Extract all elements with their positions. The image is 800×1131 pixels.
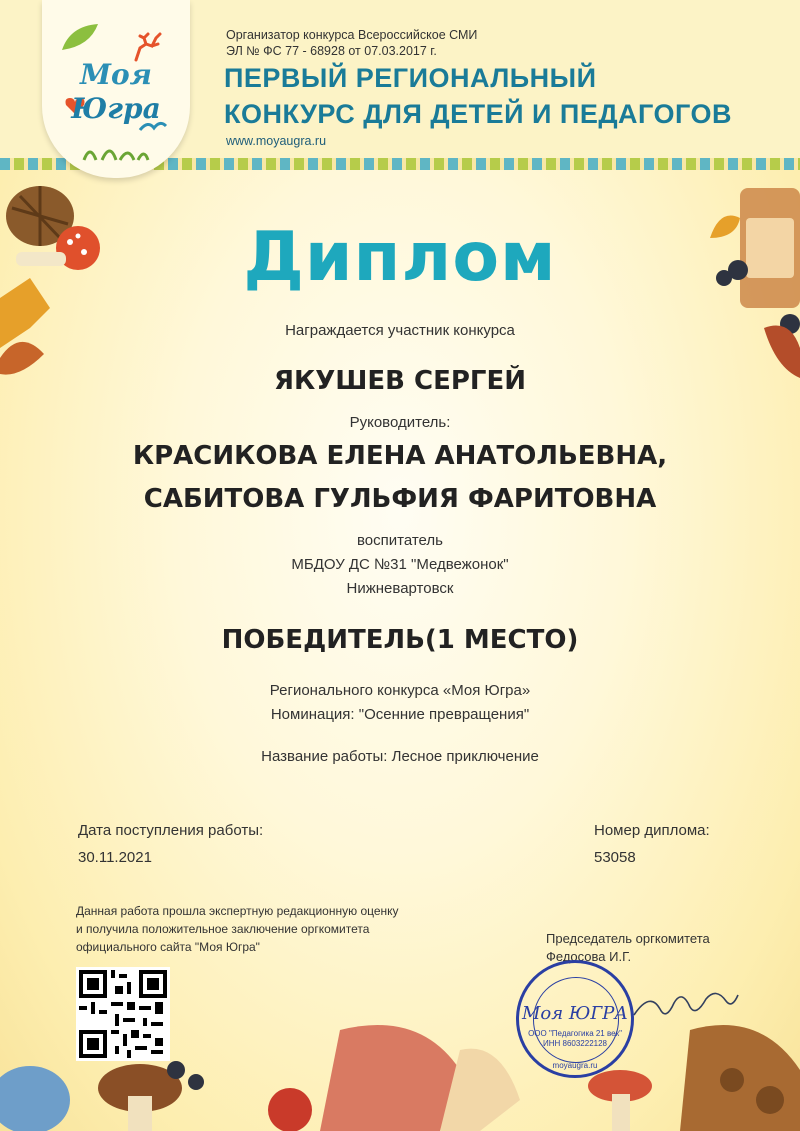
organizer-text: Организатор конкурса Всероссийское СМИ: [226, 28, 478, 42]
note-line2: и получила положительное заключение оргкомитета: [76, 922, 370, 936]
leaf-icon: [60, 22, 100, 52]
diploma-number-label: Номер диплома:: [594, 822, 710, 839]
website-link[interactable]: www.moyaugra.ru: [226, 134, 327, 148]
note-line3: официального сайта "Моя Югра": [76, 940, 260, 954]
stamp-site-text: moyaugra.ru: [552, 1061, 598, 1070]
organizer-info: [226, 27, 477, 59]
grass-icon: [80, 138, 152, 162]
logo-text-line1: Моя: [80, 58, 152, 91]
awarded-text: Награждается участник конкурса: [285, 322, 515, 339]
received-date: 30.11.2021: [78, 849, 152, 866]
received-label: Дата поступления работы:: [78, 822, 264, 839]
license-text: ЭЛ № ФС 77 - 68928 от 07.03.2017 г.: [226, 44, 437, 58]
diploma-number: 53058: [594, 849, 636, 866]
signature: [630, 985, 740, 1025]
chairman-label: Председатель оргкомитета: [546, 931, 710, 946]
stamp-main-text: Моя ЮГРА: [521, 1003, 629, 1024]
headline-line2: КОНКУРС ДЛЯ ДЕТЕЙ И ПЕДАГОГОВ: [224, 99, 732, 129]
supervisor-name-1: КРАСИКОВА ЕЛЕНА АНАТОЛЬЕВНА,: [132, 441, 668, 471]
expert-note: [76, 902, 399, 956]
city-text: Нижневартовск: [346, 580, 454, 597]
result-text: ПОБЕДИТЕЛЬ(1 МЕСТО): [221, 625, 579, 655]
participant-name: ЯКУШЕВ СЕРГЕЙ: [273, 366, 527, 396]
note-line1: Данная работа прошла экспертную редакционную оценку: [76, 904, 399, 918]
logo-text-line2: Югра: [71, 92, 161, 125]
headline-line1: ПЕРВЫЙ РЕГИОНАЛЬНЫЙ: [224, 63, 597, 93]
qr-icon: [79, 970, 167, 1058]
diploma-title: Диплом: [243, 218, 557, 297]
position-text: воспитатель: [357, 532, 443, 549]
supervisor-label: Руководитель:: [349, 414, 451, 431]
contest-headline: [224, 60, 732, 132]
supervisor-name-2: САБИТОВА ГУЛЬФИЯ ФАРИТОВНА: [143, 484, 657, 514]
stamp-org-text: ООО "Педагогика 21 век": [528, 1029, 622, 1038]
official-stamp: [516, 960, 634, 1078]
chairman-name: Федосова И.Г.: [546, 949, 632, 964]
institution-text: МБДОУ ДС №31 "Медвежонок": [291, 556, 509, 573]
logo: [42, 0, 190, 178]
stamp-inn-text: ИНН 8603222128: [542, 1039, 608, 1048]
nomination-text: Номинация: "Осенние превращения": [270, 706, 530, 723]
contest-text: Регионального конкурса «Моя Югра»: [269, 682, 531, 699]
work-title-text: Название работы: Лесное приключение: [261, 748, 539, 765]
qr-code[interactable]: [76, 967, 170, 1061]
